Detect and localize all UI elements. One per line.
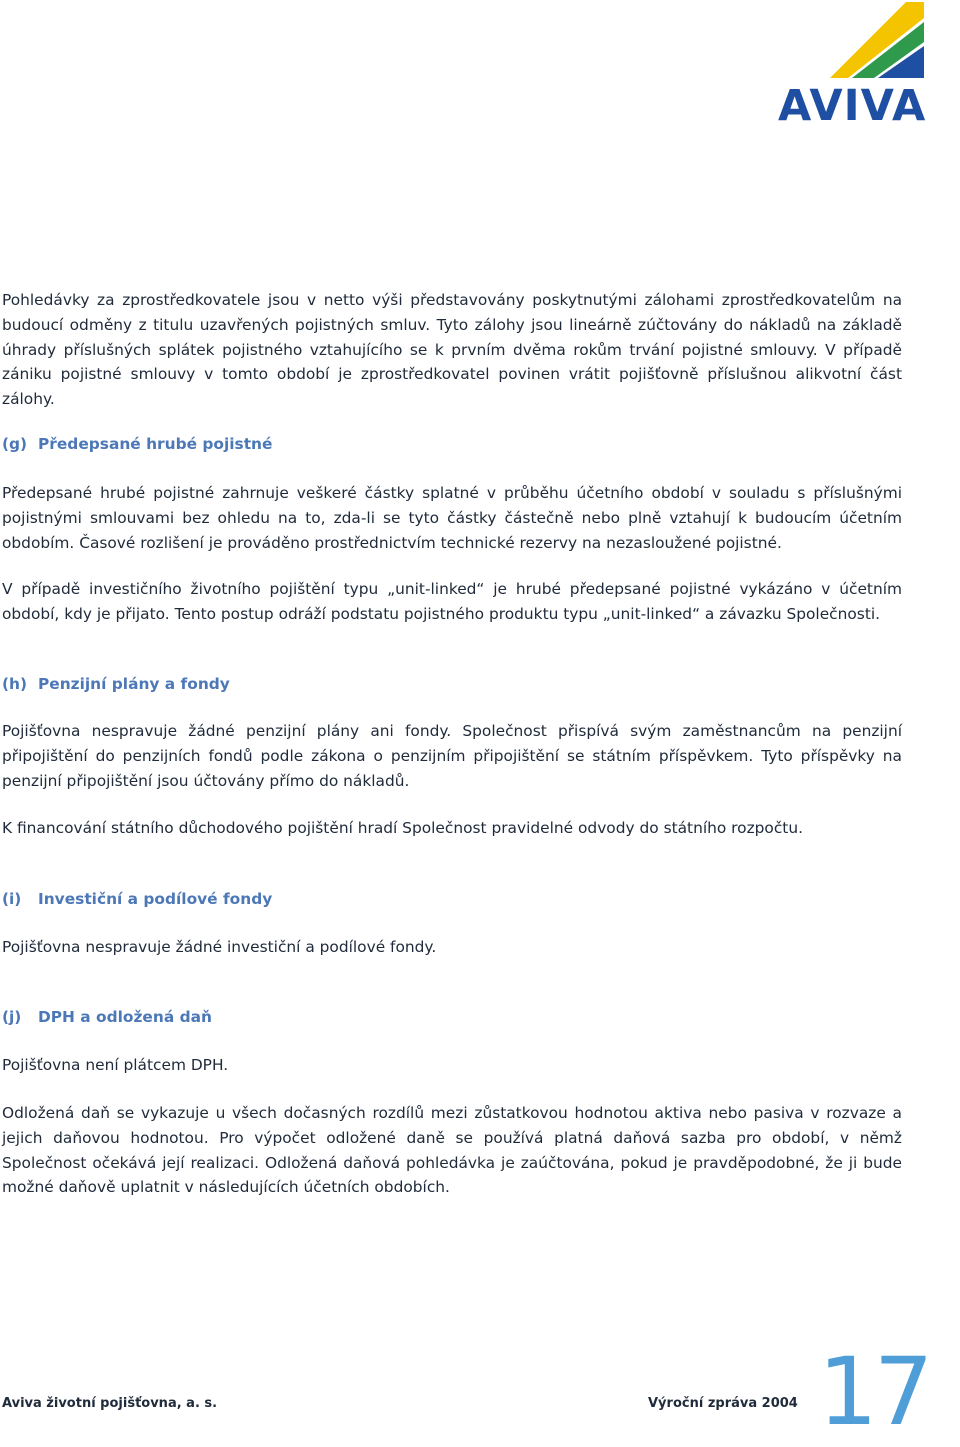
footer-report-title: Výroční zpráva 2004 bbox=[648, 1396, 798, 1411]
page-number: 17 bbox=[818, 1338, 930, 1447]
section-h-heading bbox=[2, 672, 902, 696]
intro-paragraph: Pohledávky za zprostředkovatele jsou v netto výši představovány poskytnutými zálohami zprostředkovatelům na budoucí odměny z titulu uzavřených pojistných smluv. Tyto zálohy jsou lineárně zúčtovány do nákladů na základě úhrady příslušných splátek pojistného vztahujícího se k prvním dvěma rokům trvání pojistné smlouvy. V případě zániku pojistné smlouvy v tomto období je zprostředkovatel povinen vrátit pojišťovně příslušnou alikvotní část zálohy. bbox=[2, 291, 902, 409]
logo-wordmark: AVIVA bbox=[778, 81, 927, 131]
aviva-logo-icon bbox=[774, 0, 960, 90]
section-i-title: Investiční a podílové fondy bbox=[38, 890, 273, 908]
section-j-title: DPH a odložená daň bbox=[38, 1008, 212, 1026]
section-g-paragraph-2: V případě investičního životního pojištění typu „unit-linked“ je hrubé předepsané pojistné vykázáno v účetním období, kdy je přijato. Tento postup odráží podstatu pojistného produktu typu „unit-linked“ a závazku Společnosti. bbox=[2, 580, 902, 623]
section-j-label: (j) bbox=[2, 1008, 22, 1026]
section-h-label: (h) bbox=[2, 675, 28, 693]
section-j-heading bbox=[2, 1005, 902, 1029]
section-g-title: Předepsané hrubé pojistné bbox=[38, 435, 273, 453]
section-g-label: (g) bbox=[2, 435, 28, 453]
section-h-paragraph-1: Pojišťovna nespravuje žádné penzijní plány ani fondy. Společnost přispívá svým zaměstnancům na penzijní připojištění do penzijních fondů podle zákona o penzijním připojištění se státním příspěvkem. Tyto příspěvky na penzijní připojištění jsou účtovány přímo do nákladů. bbox=[2, 722, 902, 790]
section-g-paragraph-1: Předepsané hrubé pojistné zahrnuje veškeré částky splatné v průběhu účetního období v souladu s příslušnými pojistnými smlouvami bez ohledu na to, zda-li se tyto částky částečně nebo plně vztahují k budoucím účetním obdobím. Časové rozlišení je prováděno prostřednictvím technické rezervy na nezasloužené pojistné. bbox=[2, 484, 902, 552]
section-h-title: Penzijní plány a fondy bbox=[38, 675, 230, 693]
aviva-logo bbox=[774, 0, 960, 130]
section-i-paragraph-1: Pojišťovna nespravuje žádné investiční a podílové fondy. bbox=[2, 938, 437, 956]
section-j-paragraph-1: Pojišťovna není plátcem DPH. bbox=[2, 1056, 229, 1074]
section-i-heading bbox=[2, 887, 902, 911]
section-h-paragraph-2: K financování státního důchodového pojištění hradí Společnost pravidelné odvody do státního rozpočtu. bbox=[2, 819, 803, 837]
section-j-paragraph-2: Odložená daň se vykazuje u všech dočasných rozdílů mezi zůstatkovou hodnotou aktiva nebo pasiva v rozvaze a jejich daňovou hodnotou. Pro výpočet odložené daně se používá platná daňová sazba pro období, v němž Společnost očekává její realizaci. Odložená daňová pohledávka je zaúčtována, pokud je pravděpodobné, že ji bude možné daňově uplatnit v následujících účetních obdobích. bbox=[2, 1104, 902, 1197]
section-g-heading bbox=[2, 432, 902, 456]
footer-company: Aviva životní pojišťovna, a. s. bbox=[2, 1396, 218, 1411]
section-i-label: (i) bbox=[2, 890, 22, 908]
